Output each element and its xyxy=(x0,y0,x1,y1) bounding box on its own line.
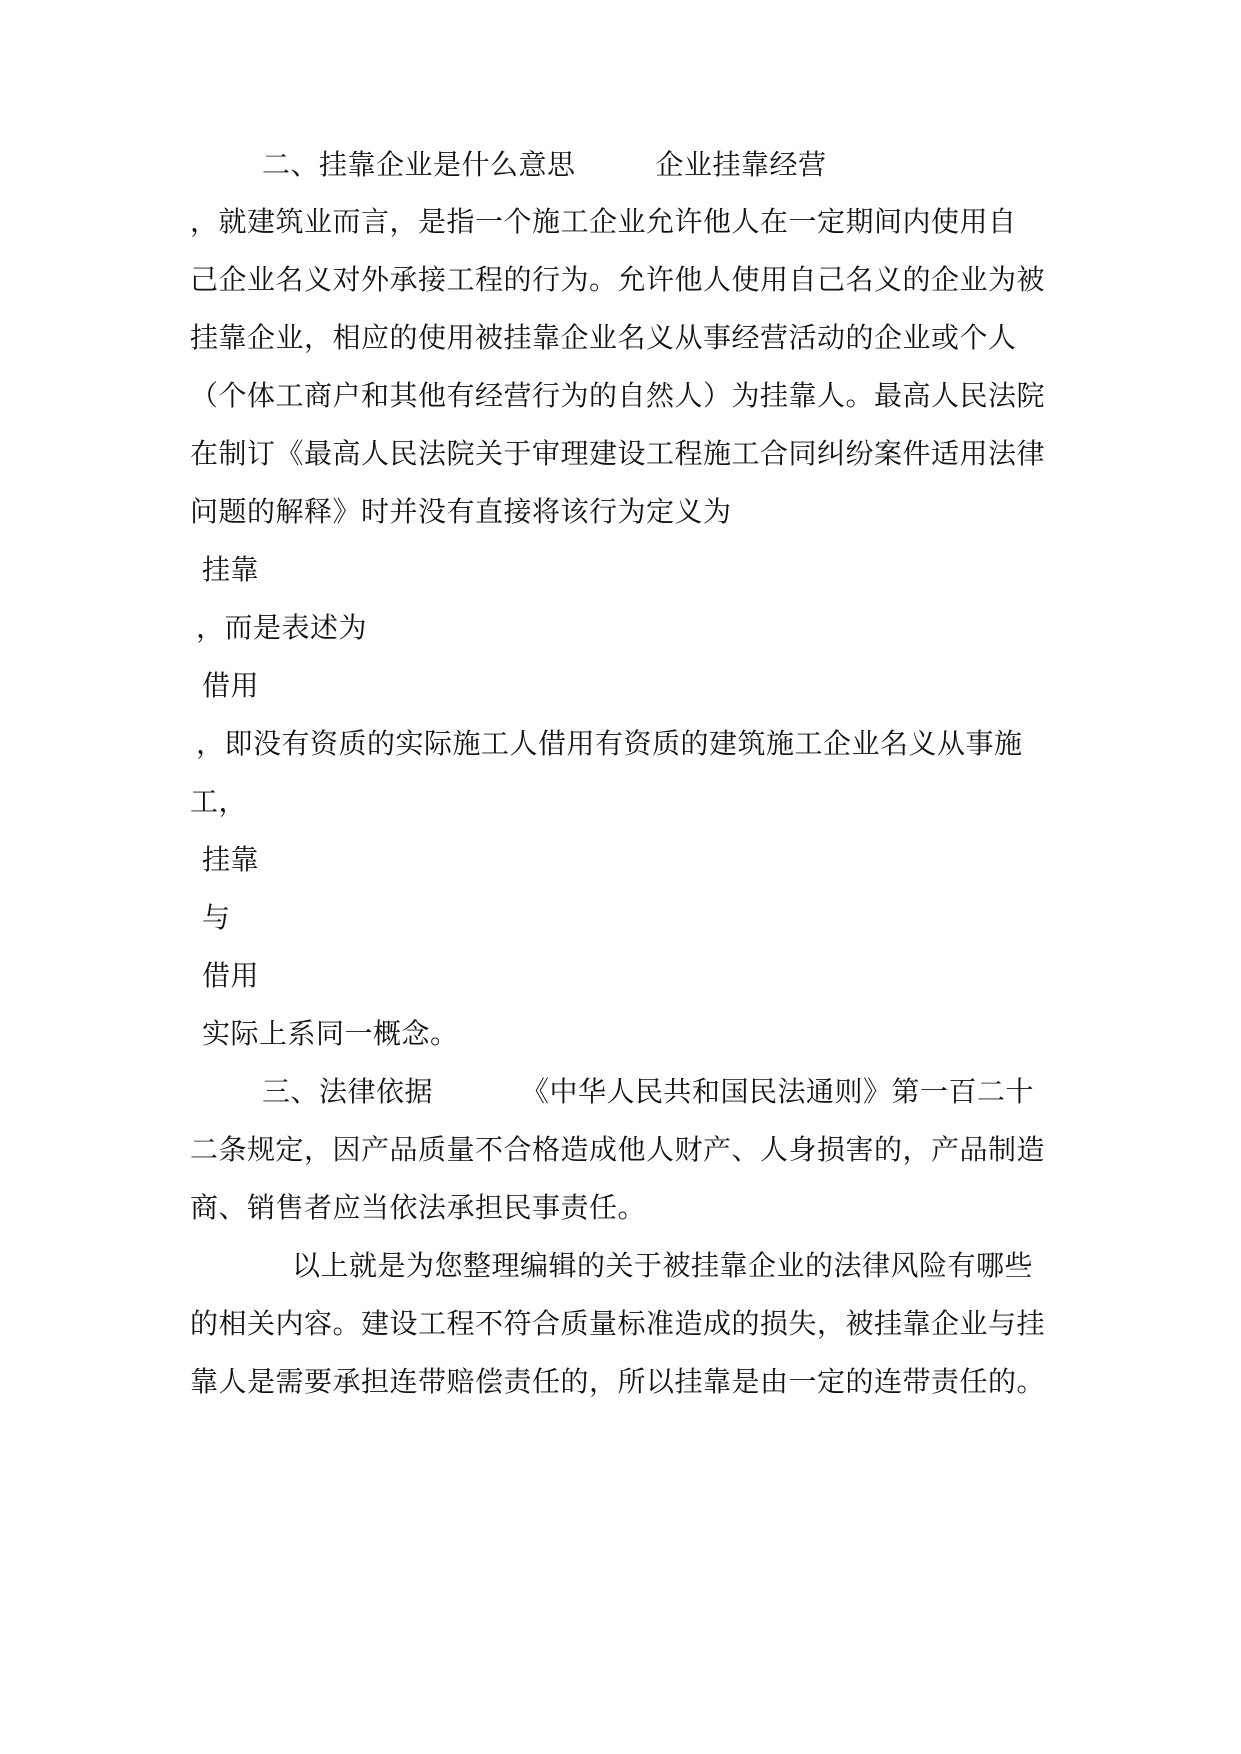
paragraph-line: （个体工商户和其他有经营行为的自然人）为挂靠人。最高人民法院 xyxy=(190,379,1046,412)
paragraph-line: 与 xyxy=(202,901,231,934)
paragraph-line: 己企业名义对外承接工程的行为。允许他人使用自己名义的企业为被 xyxy=(190,263,1046,296)
paragraph-line: ，而是表述为 xyxy=(196,611,368,644)
law-line: 商、销售者应当依法承担民事责任。 xyxy=(190,1191,647,1224)
summary-line: 靠人是需要承担连带赔偿责任的，所以挂靠是由一定的连带责任的。 xyxy=(190,1365,1046,1398)
summary-line: 以上就是为您整理编辑的关于被挂靠企业的法律风险有哪些 xyxy=(292,1249,1034,1282)
section-three-heading xyxy=(262,1072,1034,1112)
paragraph-line: 挂靠企业，相应的使用被挂靠企业名义从事经营活动的企业或个人 xyxy=(190,321,1017,354)
paragraph-line: 问题的解释》时并没有直接将该行为定义为 xyxy=(190,495,732,528)
paragraph-line: ，即没有资质的实际施工人借用有资质的建筑施工企业名义从事施 xyxy=(196,727,1023,760)
section-three-subtitle: 《中华人民共和国民法通则》第一百二十 xyxy=(521,1075,1035,1108)
summary-line: 的相关内容。建设工程不符合质量标准造成的损失，被挂靠企业与挂 xyxy=(190,1307,1046,1340)
paragraph-line: 借用 xyxy=(202,669,260,702)
paragraph-line: 挂靠 xyxy=(202,843,260,876)
section-two-heading xyxy=(262,145,827,185)
law-line: 二条规定，因产品质量不合格造成他人财产、人身损害的，产品制造 xyxy=(190,1133,1046,1166)
paragraph-line: 实际上系同一概念。 xyxy=(202,1017,459,1050)
paragraph-line: ，就建筑业而言，是指一个施工企业允许他人在一定期间内使用自 xyxy=(190,205,1017,238)
paragraph-line: 在制订《最高人民法院关于审理建设工程施工合同纠纷案件适用法律 xyxy=(190,437,1046,470)
section-two-title: 二、挂靠企业是什么意思 xyxy=(262,148,576,181)
paragraph-line: 借用 xyxy=(202,959,260,992)
paragraph-line: 工， xyxy=(190,785,248,818)
section-three-title: 三、法律依据 xyxy=(262,1075,434,1108)
paragraph-line: 挂靠 xyxy=(202,553,260,586)
section-two-subtitle: 企业挂靠经营 xyxy=(655,148,827,181)
